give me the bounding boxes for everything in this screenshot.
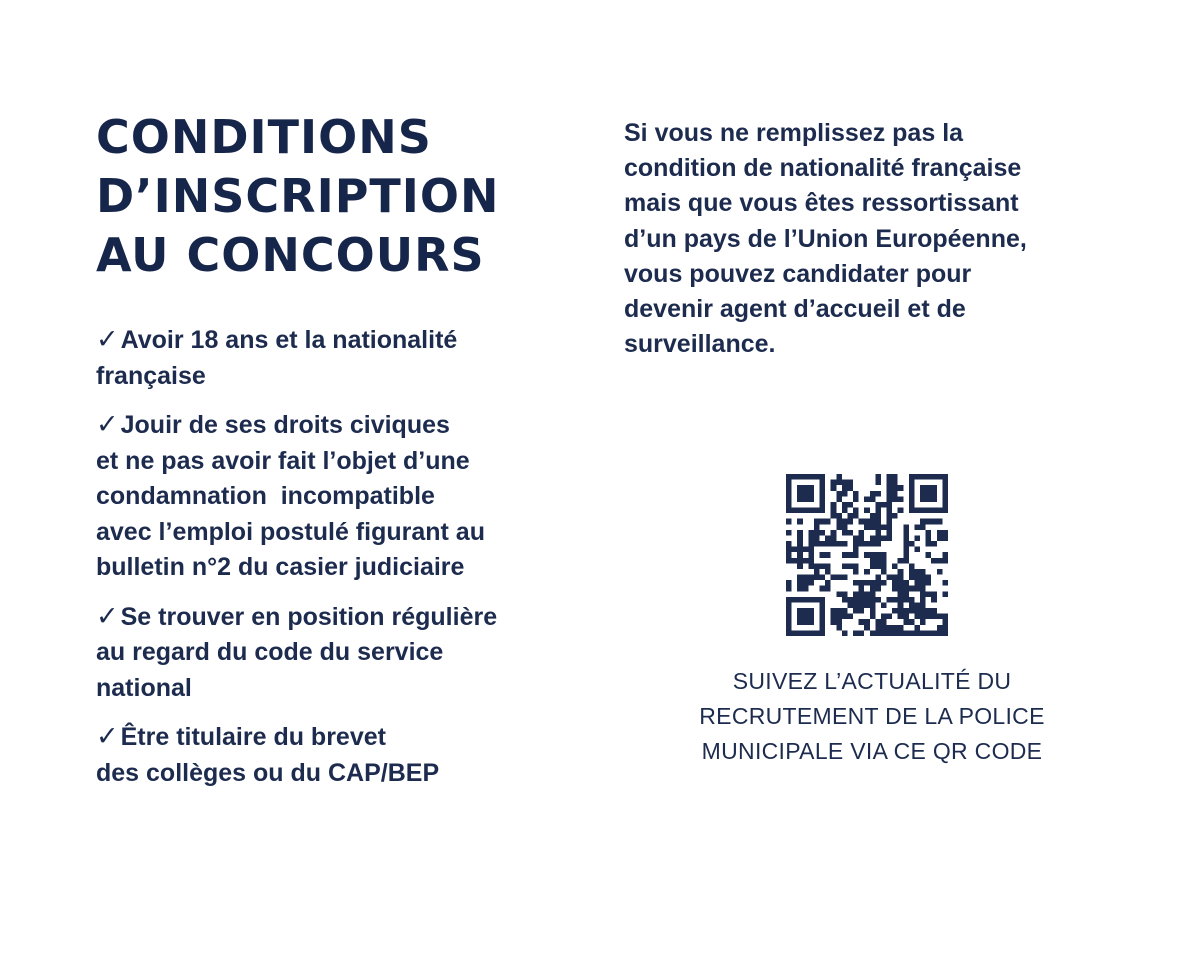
title-line: CONDITIONS bbox=[96, 110, 432, 164]
condition-text: Être titulaire du brevet bbox=[120, 723, 386, 751]
note-line: d’un pays de l’Union Européenne, bbox=[624, 224, 1027, 253]
condition-text: Se trouver en position régulière bbox=[120, 602, 498, 631]
checkmark-icon: ✓ bbox=[96, 600, 119, 632]
note-line: devenir agent d’accueil et de bbox=[624, 295, 966, 324]
condition-line: au regard du code du service bbox=[96, 638, 444, 666]
condition-line: et ne pas avoir fait l’objet d’une bbox=[96, 446, 470, 475]
qr-code-icon[interactable] bbox=[786, 474, 948, 636]
note-line: mais que vous êtes ressortissant bbox=[624, 189, 1019, 218]
condition-text: Jouir de ses droits civiques bbox=[120, 411, 450, 439]
checkmark-icon: ✓ bbox=[96, 409, 119, 440]
condition-line: des collèges ou du CAP/BEP bbox=[96, 758, 440, 787]
note-line: vous pouvez candidater pour bbox=[624, 259, 972, 288]
title-line: D’INSCRIPTION bbox=[96, 169, 500, 223]
condition-line: condamnation incompatible bbox=[96, 482, 435, 510]
condition-line bbox=[96, 322, 596, 359]
right-column bbox=[624, 116, 1144, 362]
condition-line: bulletin n°2 du casier judiciaire bbox=[96, 553, 465, 581]
conditions-list bbox=[96, 322, 596, 804]
condition-item-age-nationality bbox=[96, 322, 596, 394]
page-title bbox=[96, 108, 596, 285]
condition-line bbox=[96, 407, 596, 444]
condition-line bbox=[96, 719, 596, 756]
eu-nationality-note bbox=[624, 116, 1144, 362]
condition-item-national-service bbox=[96, 599, 596, 707]
left-column bbox=[96, 108, 596, 787]
title-line: AU CONCOURS bbox=[96, 228, 485, 282]
qr-caption-line: RECRUTEMENT DE LA POLICE bbox=[699, 703, 1045, 729]
note-line: surveillance. bbox=[624, 330, 776, 359]
condition-text: Avoir 18 ans et la nationalité bbox=[120, 326, 458, 354]
condition-line: national bbox=[96, 673, 192, 702]
condition-item-diploma bbox=[96, 719, 596, 791]
qr-caption-line: MUNICIPALE VIA CE QR CODE bbox=[701, 738, 1043, 764]
checkmark-icon: ✓ bbox=[96, 721, 119, 752]
checkmark-icon: ✓ bbox=[96, 324, 119, 355]
condition-line: française bbox=[96, 361, 206, 390]
qr-caption-line: SUIVEZ L’ACTUALITÉ DU bbox=[732, 668, 1012, 694]
qr-caption bbox=[640, 664, 1104, 769]
condition-item-civic-rights bbox=[96, 407, 596, 586]
condition-line: avec l’emploi postulé figurant au bbox=[96, 517, 485, 546]
note-line: condition de nationalité française bbox=[624, 154, 1022, 183]
note-line: Si vous ne remplissez pas la bbox=[624, 119, 964, 147]
condition-line bbox=[96, 599, 596, 636]
